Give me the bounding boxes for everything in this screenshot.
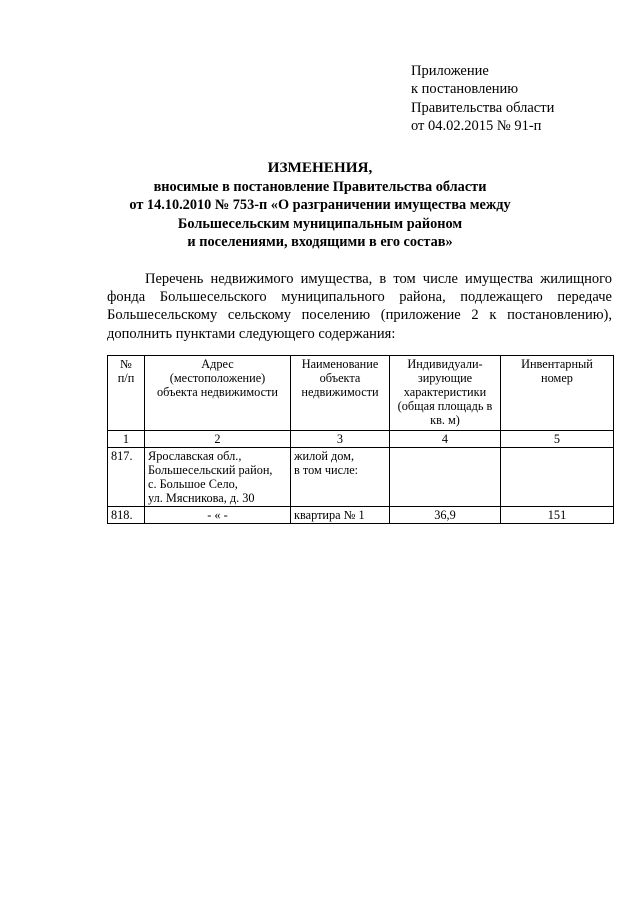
heading-line: Большесельским муниципальным районом <box>177 215 463 232</box>
column-number: 3 <box>291 431 390 448</box>
document-title: ИЗМЕНЕНИЯ, <box>267 159 373 176</box>
row-address: Ярославская обл., Большесельский район, с. Большое Село, ул. Мясникова, д. 30 <box>145 448 291 507</box>
row-name: жилой дом, в том числе: <box>291 448 390 507</box>
column-number: 4 <box>390 431 501 448</box>
heading-line: вносимые в постановление Правительства области <box>153 178 487 195</box>
header-characteristics: Индивидуали- зирующие характеристики (общая площадь в кв. м) <box>390 356 501 431</box>
appendix-block <box>411 62 554 135</box>
property-table <box>107 355 614 524</box>
column-number-row <box>108 431 614 448</box>
header-name: Наименование объекта недвижимости <box>291 356 390 431</box>
row-inventory <box>501 448 614 507</box>
header-address: Адрес (местоположение) объекта недвижимости <box>145 356 291 431</box>
column-number: 1 <box>108 431 145 448</box>
appendix-line: к постановлению <box>411 81 519 98</box>
document-heading <box>0 159 640 252</box>
heading-line: и поселениями, входящими в его состав» <box>187 234 453 250</box>
row-name: квартира № 1 <box>291 507 390 524</box>
table-header-row <box>108 356 614 431</box>
appendix-line: Правительства области <box>411 99 555 116</box>
header-number: № п/п <box>108 356 145 431</box>
header-inventory: Инвентарный номер <box>501 356 614 431</box>
row-area <box>390 448 501 507</box>
table-row <box>108 507 614 524</box>
intro-text: Перечень недвижимого имущества, в том числе имущества жилищного фонда Большесельского муниципального района, подлежащего передаче Большесельскому сельскому поселению (приложение 2 к постановлению), дополнить пунктами следующего содержания: <box>107 271 612 342</box>
column-number: 5 <box>501 431 614 448</box>
row-number: 817. <box>108 448 145 507</box>
column-number: 2 <box>145 431 291 448</box>
heading-line: от 14.10.2010 № 753-п «О разграничении имущества между <box>129 197 511 213</box>
row-number: 818. <box>108 507 145 524</box>
intro-paragraph <box>107 270 612 343</box>
row-area: 36,9 <box>390 507 501 524</box>
appendix-line: Приложение <box>411 63 489 79</box>
appendix-date-line: от 04.02.2015 № 91-п <box>411 117 542 134</box>
row-address-same: - « - <box>145 507 291 524</box>
table-row <box>108 448 614 507</box>
row-inventory: 151 <box>501 507 614 524</box>
